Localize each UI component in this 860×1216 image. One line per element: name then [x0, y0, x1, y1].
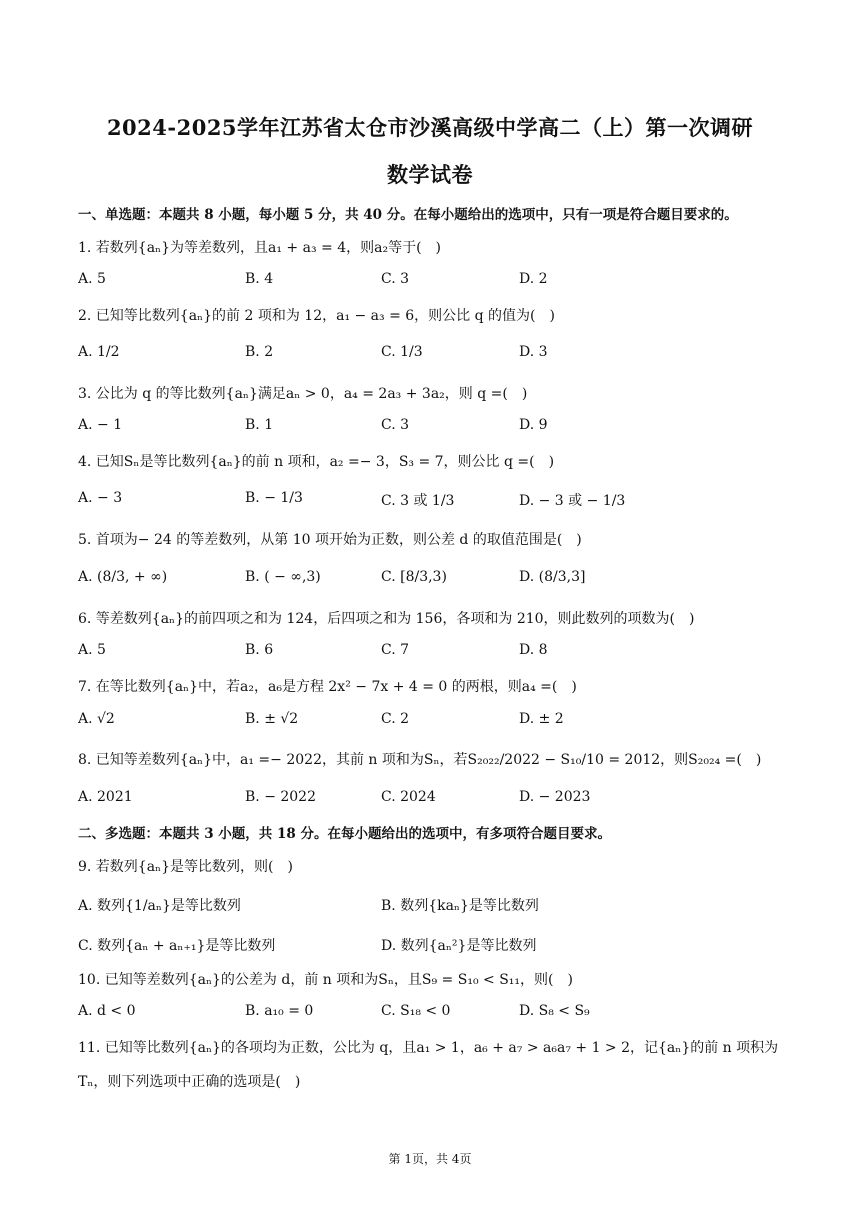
- question-4-option-b: B. − 1/3: [245, 490, 303, 506]
- question-9-stem: 9. 若数列{aₙ}是等比数列，则( ): [78, 859, 293, 875]
- question-7-option-d: D. ± 2: [519, 711, 564, 727]
- question-1-option-b: B. 4: [245, 271, 274, 287]
- question-2-option-d: D. 3: [519, 344, 548, 360]
- section-heading-single-choice: 一、单选题：本题共 8 小题，每小题 5 分，共 40 分。在每小题给出的选项中，只有一项是符合题目要求的。: [78, 207, 738, 223]
- question-8-option-a: A. 2021: [78, 789, 133, 805]
- question-7-stem: 7. 在等比数列{aₙ}中，若a₂，a₆是方程 2x² − 7x + 4 = 0 的两根，则a₄ =( ): [78, 679, 577, 695]
- question-2-option-c: C. 1/3: [381, 344, 423, 360]
- question-10-option-d: D. S₈ < S₉: [519, 1003, 590, 1019]
- question-5-option-a: A. (8/3, + ∞): [78, 569, 168, 585]
- question-11-stem: 11. 已知等比数列{aₙ}的各项均为正数，公比为 q，且a₁ > 1，a₆ + a₇ > a₆a₇ + 1 > 2，记{aₙ}的前 n 项积为: [78, 1040, 779, 1056]
- question-5-option-c: C. [8/3,3): [381, 569, 447, 585]
- question-6-stem: 6. 等差数列{aₙ}的前四项之和为 124，后四项之和为 156，各项和为 210，则此数列的项数为( ): [78, 611, 695, 627]
- question-2-option-b: B. 2: [245, 344, 274, 360]
- question-7-option-c: C. 2: [381, 711, 410, 727]
- question-10-stem: 10. 已知等差数列{aₙ}的公差为 d，前 n 项和为Sₙ，且S₉ = S₁₀ < S₁₁，则( ): [78, 972, 573, 988]
- question-6-option-d: D. 8: [519, 642, 548, 658]
- question-9-option-a: A. 数列{1/aₙ}是等比数列: [78, 898, 241, 914]
- question-6-option-c: C. 7: [381, 642, 410, 658]
- question-8-option-b: B. − 2022: [245, 789, 316, 805]
- title-line-2: 数学试卷: [387, 162, 473, 187]
- question-3-option-a: A. − 1: [78, 417, 123, 433]
- section-heading-multiple-choice: 二、多选题：本题共 3 小题，共 18 分。在每小题给出的选项中，有多项符合题目要求。: [78, 826, 611, 842]
- question-11-stem-continued: Tₙ，则下列选项中正确的选项是( ): [78, 1074, 301, 1090]
- question-1-option-a: A. 5: [78, 271, 106, 287]
- question-3-option-d: D. 9: [519, 417, 548, 433]
- question-3-stem: 3. 公比为 q 的等比数列{aₙ}满足aₙ > 0，a₄ = 2a₃ + 3a₂，则 q =( ): [78, 386, 528, 402]
- question-3-option-b: B. 1: [245, 417, 274, 433]
- question-10-option-a: A. d < 0: [78, 1003, 136, 1019]
- question-1-option-c: C. 3: [381, 271, 410, 287]
- question-8-option-d: D. − 2023: [519, 789, 591, 805]
- question-4-option-a: A. − 3: [78, 490, 123, 506]
- question-5-option-d: D. (8/3,3]: [519, 569, 586, 585]
- question-10-option-c: C. S₁₈ < 0: [381, 1003, 451, 1019]
- question-10-option-b: B. a₁₀ = 0: [245, 1003, 314, 1019]
- question-2-stem: 2. 已知等比数列{aₙ}的前 2 项和为 12，a₁ − a₃ = 6，则公比 q 的值为( ): [78, 308, 555, 324]
- question-7-option-b: B. ± √2: [245, 711, 299, 727]
- question-6-option-b: B. 6: [245, 642, 274, 658]
- question-7-option-a: A. √2: [78, 711, 115, 727]
- question-9-option-b: B. 数列{kaₙ}是等比数列: [381, 898, 539, 914]
- question-5-option-b: B. ( − ∞,3): [245, 569, 321, 585]
- question-3-option-c: C. 3: [381, 417, 410, 433]
- question-8-option-c: C. 2024: [381, 789, 436, 805]
- question-2-option-a: A. 1/2: [78, 344, 120, 360]
- question-6-option-a: A. 5: [78, 642, 106, 658]
- title-line-1: 2024-2025学年江苏省太仓市沙溪高级中学高二（上）第一次调研: [106, 115, 754, 140]
- question-1-option-d: D. 2: [519, 271, 548, 287]
- question-9-option-c: C. 数列{aₙ + aₙ₊₁}是等比数列: [78, 938, 276, 954]
- page-footer: 第 1页，共 4页: [388, 1152, 472, 1166]
- question-4-stem: 4. 已知Sₙ是等比数列{aₙ}的前 n 项和，a₂ =− 3，S₃ = 7，则公比 q =( ): [78, 454, 555, 470]
- question-5-stem: 5. 首项为− 24 的等差数列，从第 10 项开始为正数，则公差 d 的取值范围是( ): [78, 532, 582, 548]
- question-8-stem: 8. 已知等差数列{aₙ}中，a₁ =− 2022，其前 n 项和为Sₙ，若S₂₀₂₂/2022 − S₁₀/10 = 2012，则S₂₀₂₄ =( ): [78, 752, 762, 768]
- question-4-option-d: D. − 3 或 − 1/3: [519, 493, 626, 509]
- question-1-stem: 1. 若数列{aₙ}为等差数列，且a₁ + a₃ = 4，则a₂等于( ): [78, 240, 441, 256]
- question-9-option-d: D. 数列{aₙ²}是等比数列: [381, 938, 537, 954]
- question-4-option-c: C. 3 或 1/3: [381, 493, 455, 509]
